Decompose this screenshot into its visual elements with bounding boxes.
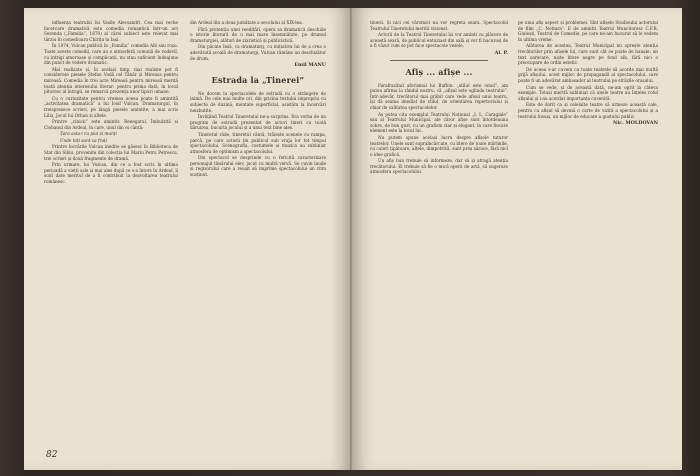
author-signature: Al. P. <box>494 49 508 56</box>
paragraph: Nu putem spune același lucru despre afișele tuturor teatrelor. Unele sunt supraîncărcate, cu litere de toate mărimile, cu culori țipătoare, altele, dimpotrivă, sunt prea sărace, fără nici o idee grafică. <box>370 134 508 157</box>
verse-line: Țara asta-i cu plai și munți <box>60 131 117 137</box>
paragraph: Printre „cinicii” este amintit: Renegatul, Îmbulzită și Ciobanul din Ardeal, în care, unul din ei cântă: <box>44 119 178 130</box>
verse-line: Unde toți sunt ca frați <box>60 137 108 143</box>
section-divider <box>390 60 488 61</box>
right-page <box>352 8 682 470</box>
paragraph: Învățând Teatrul Tineretului ne-a surprins. Era vorba de un program de estradă prezentat de actori tineri cu toată dăruirea, bucuria jocului și a unui text bine ales. <box>190 114 326 131</box>
paragraph: din Ardeal din a doua jumătate a secolului al XIX-lea. <box>190 20 303 25</box>
paragraph: Ne docem la spectacolele de estradă cu o strângere de inimă. De cele mai multe ori, din pricina textului impropriu cu subiecte de duzină, montate superficial, asistăm la încercări neizbutite. <box>190 90 326 113</box>
paragraph: Este de dorit ca și celelalte teatre să urmeze această cale, pentru ca afișul să devină o carte de vizită a spectacolului și a teatrului însuși, un mijloc de educare a gustului public. <box>518 102 658 119</box>
left-column-2 <box>190 20 326 179</box>
paragraph: Cum se vede, și de această dată, ne-am oprit la câteva exemple. Totuși merită subliniat că unele teatre au înțeles rolul afișului și i-au acordat importanța cuvenită. <box>518 84 658 101</box>
paragraph: Din spectacol se desprinde cu o fericită caracterizare personajul tânărului elev, jucat cu multă vervă. Se cuvin laude și regizorului care a reușit să imprime spectacolului un ritm susținut. <box>190 155 326 178</box>
paragraph: Din păcate însă, ca dramaturg, cu inițiativa lui de a crea o adevărată școală de dramaturgi, Vulcan rămâne un deschizător de drum. <box>190 44 326 61</box>
paragraph: Cu o curiozitate pentru vremea aceea poate fi amintită „activitatea dramatică” a lui Iosif Vulcan. Dramaturgul, în treisprezece scrieri, pe lângă piesele amintite, a mai scris Lilia, Jocul lui Orban și altele. <box>44 95 178 118</box>
paragraph: Actorii de la Teatrul Tineretului își vor aminti cu plăcere de această seară, de publicul entuziast din sală și vor fi bucuroși de a fi văzut cum se pot face spectacole vesele. <box>370 32 508 49</box>
right-column-1 <box>370 20 508 176</box>
author-signature: Emil MANU <box>294 62 326 69</box>
paragraph: tinerii. Și nici cei vârstnici nu vor regreta seara. Spectacolul Teatrului Tineretului merită vizionat. <box>370 20 508 31</box>
left-column-1 <box>44 20 178 186</box>
article-title: Estrada la „Tinerei” <box>211 74 305 85</box>
author-signature: Nic. MOLDOVAN <box>612 120 658 127</box>
article-title: Afiș ... afișe ... <box>405 66 473 77</box>
paragraph: Alăturea de acestea, Teatrul Municipal nu oprește atenția trecătorilor prin afișele lui, care sunt cât se poate de banale: un text oarecare, niște litere negre pe fond alb, fără nici o preocupare de ordin estetic. <box>518 43 658 66</box>
paragraph: În 1874, Vulcan publică în „Familia” comedia Alb sau roșu. Toate aceste comedii, care au o atmosferă comună de vodevil, cu intrigi amoroase și complicații, nu stau suficient îndeajuns din punct de vedere dramatic. <box>44 43 178 66</box>
paragraph: Parafrazând aforismul lui Buffon: „stilul este omul”, am putea afirma la rândul nostru, că „afișul este oglinda teatrului”. Într-adevăr, trecătorul mai grăbit care vede afișul unui teatru, își dă seama imediat de stilul, de orientarea repertoriului și chiar de calitatea spectacolelor. <box>370 82 508 110</box>
paragraph: Tineretul râde, tineretul cântă, trăiește scenele cu rampa, parcă, pe care actorii țin publicul sub vraja lor tot timpul spectacolului. Scenografia, costumele și muzica au subliniat atmosfera de optimism a spectacolului. <box>190 131 326 154</box>
paragraph: Prin urmare, lui Vulcan, din ce a fost scris în ultima perioadă a vieții sale și mai ales după ce s-a întors în Ardeal, îi sunt date meritul de a fi contribuit la dezvoltarea teatrului românesc. <box>44 162 178 185</box>
page-number: 82 <box>46 450 58 460</box>
left-page <box>24 8 350 470</box>
paragraph: De aceea s-ar cuveni ca toate teatrele să acorde mai multă grijă afișului, acest mijloc de propagandă al spectacolului, care poate fi un adevărat ambasador al teatrului pe străzile orașului. <box>518 66 658 83</box>
right-column-2 <box>518 20 658 130</box>
paragraph: Mai realizate și, în același timp, mai realiste pot fi considerate piesele Ștefan Vodă cel Tânăr și Mireasa pentru mireasă. Comedia în trei acte Mireasă pentru mireasă merită toată atenția interesului literar: pentru prima dată, în locul pitoresc al intrigii, se remarcă prezența unor tipuri umane. <box>44 66 178 95</box>
paragraph: Un afiș bun trebuie să informeze, dar să și atragă atenția trecătorului. El trebuie să fie o mică operă de artă, să sugereze atmosfera spectacolului. <box>370 158 508 175</box>
paragraph: Aș putea cita exemplul Teatrului Național „I. L. Caragiale” sau al Teatrului Municipal, ale căror afișe sunt întotdeauna sobre, de bun gust, cu un grafism clar și elegant, în care fiecare element este la locul lui. <box>370 111 508 134</box>
paragraph: pe unui afiș aspect și problemei. Sînt afișele Studioului actorului de film „C. Nottara”. E de amintit Teatrul Muncitoresc C.F.R. Giulești, Teatrul de Comedie, pe care ne-am bucurat să le vedem în ultima vreme. <box>518 20 658 42</box>
paragraph: Fără pretenția unei reeditări, opera sa dramatică deschide o istorie literară de o mai mare însemnătate, pe drumul dramaturgiei, alături de ziaristică și publicistică. <box>190 26 326 43</box>
paragraph: Printre lucrările Vulcan inedite se găsesc în Biblioteca de Stat din Sibiu, provenite din colecția lui Mariu Petru Petrescu, trei scrieri și două fragmente de dramă. <box>44 144 178 161</box>
paragraph: influența teatrului lui Vasile Alecsandri. Cea mai veche încercare dramatică este comedia romantică într-un act Serenda („Familia”, 1870) al cărei subiect este relevat mai târziu în comedioara Chirița la Iași. <box>44 20 178 42</box>
